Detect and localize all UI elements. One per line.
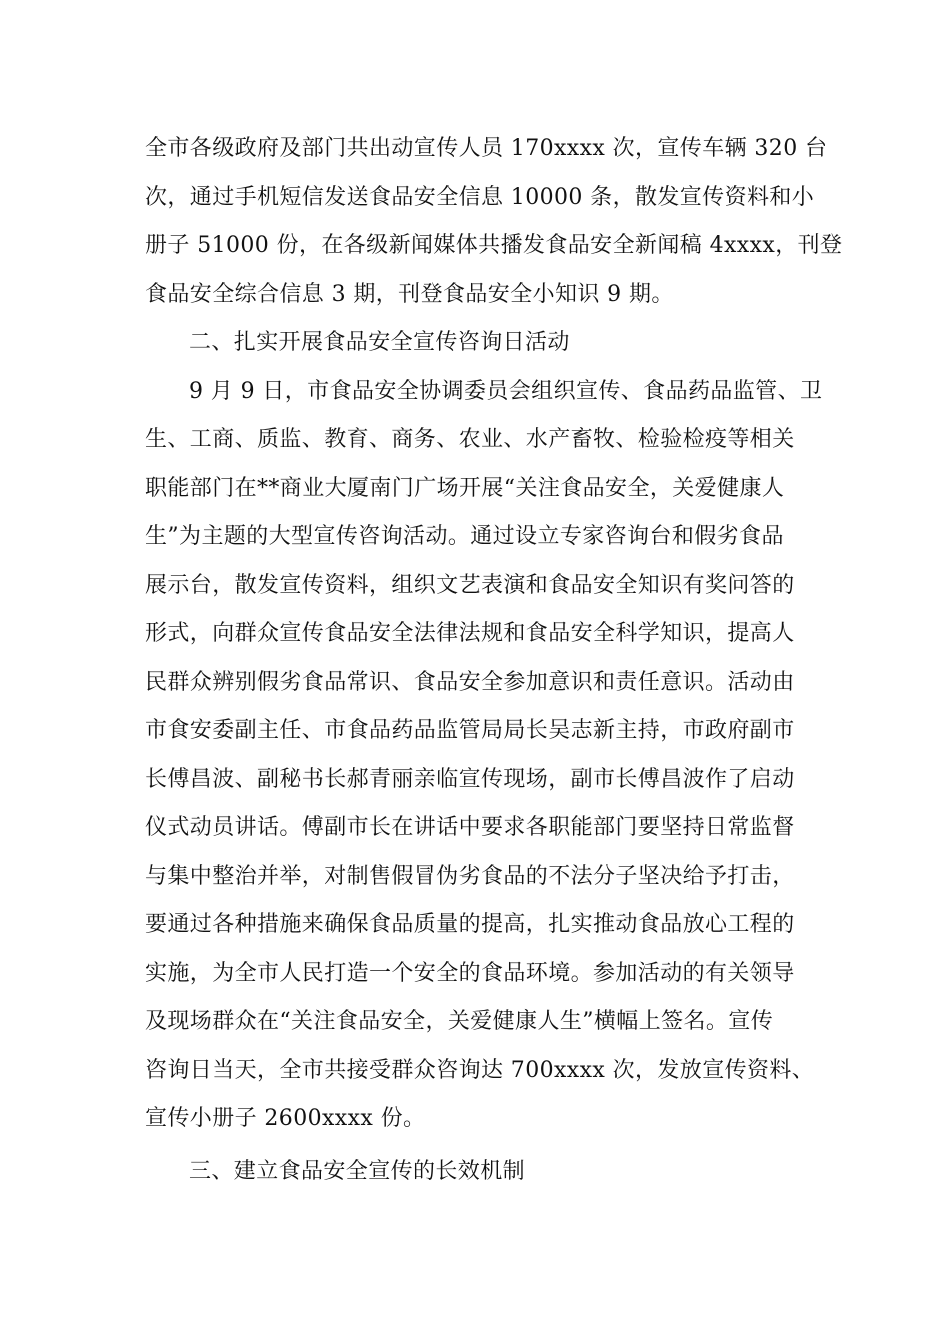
text-line: 民群众辨别假劣食品常识、食品安全参加意识和责任意识。活动由 — [145, 669, 795, 695]
text-line: 仪式动员讲话。傅副市长在讲话中要求各职能部门要坚持日常监督 — [145, 815, 795, 840]
section-heading: 三、建立食品安全宣传的长效机制 — [189, 1158, 526, 1184]
text-line: 宣传小册子 2600xxxx 份。 — [145, 1106, 426, 1131]
text-line: 9 月 9 日，市食品安全协调委员会组织宣传、食品药品监管、卫 — [189, 378, 823, 404]
text-line: 咨询日当天，全市共接受群众咨询达 700xxxx 次，发放宣传资料、 — [145, 1057, 815, 1083]
document-body — [145, 125, 843, 1196]
text-line: 实施，为全市人民打造一个安全的食品环境。参加活动的有关领导 — [145, 960, 795, 986]
text-line: 长傅昌波、副秘书长郝青丽亲临宣传现场，副市长傅昌波作了启动 — [145, 766, 795, 792]
text-line: 市食安委副主任、市食品药品监管局局长吴志新主持，市政府副市 — [145, 718, 795, 743]
text-line: 次，通过手机短信发送食品安全信息 10000 条，散发宣传资料和小 — [145, 184, 815, 210]
text-line: 及现场群众在“关注食品安全，关爱健康人生”横幅上签名。宣传 — [145, 1009, 774, 1034]
text-line: 生”为主题的大型宣传咨询活动。通过设立专家咨询台和假劣食品 — [145, 524, 784, 549]
text-line: 展示台，散发宣传资料，组织文艺表演和食品安全知识有奖问答的 — [145, 572, 795, 598]
text-line: 形式，向群众宣传食品安全法律法规和食品安全科学知识，提高人 — [145, 621, 795, 646]
section-heading: 二、扎实开展食品安全宣传咨询日活动 — [189, 330, 570, 355]
text-line: 职能部门在**商业大厦南门广场开展“关注食品安全，关爱健康人 — [145, 475, 785, 501]
text-line: 生、工商、质监、教育、商务、农业、水产畜牧、检验检疫等相关 — [145, 427, 795, 452]
text-line: 册子 51000 份，在各级新闻媒体共播发食品安全新闻稿 4xxxx，刊登 — [145, 233, 843, 258]
text-line: 食品安全综合信息 3 期，刊登食品安全小知识 9 期。 — [145, 281, 674, 307]
text-line: 要通过各种措施来确保食品质量的提高，扎实推动食品放心工程的 — [145, 912, 795, 937]
text-line: 全市各级政府及部门共出动宣传人员 170xxxx 次，宣传车辆 320 台 — [145, 136, 828, 161]
text-line: 与集中整治并举，对制售假冒伪劣食品的不法分子坚决给予打击， — [145, 863, 795, 889]
